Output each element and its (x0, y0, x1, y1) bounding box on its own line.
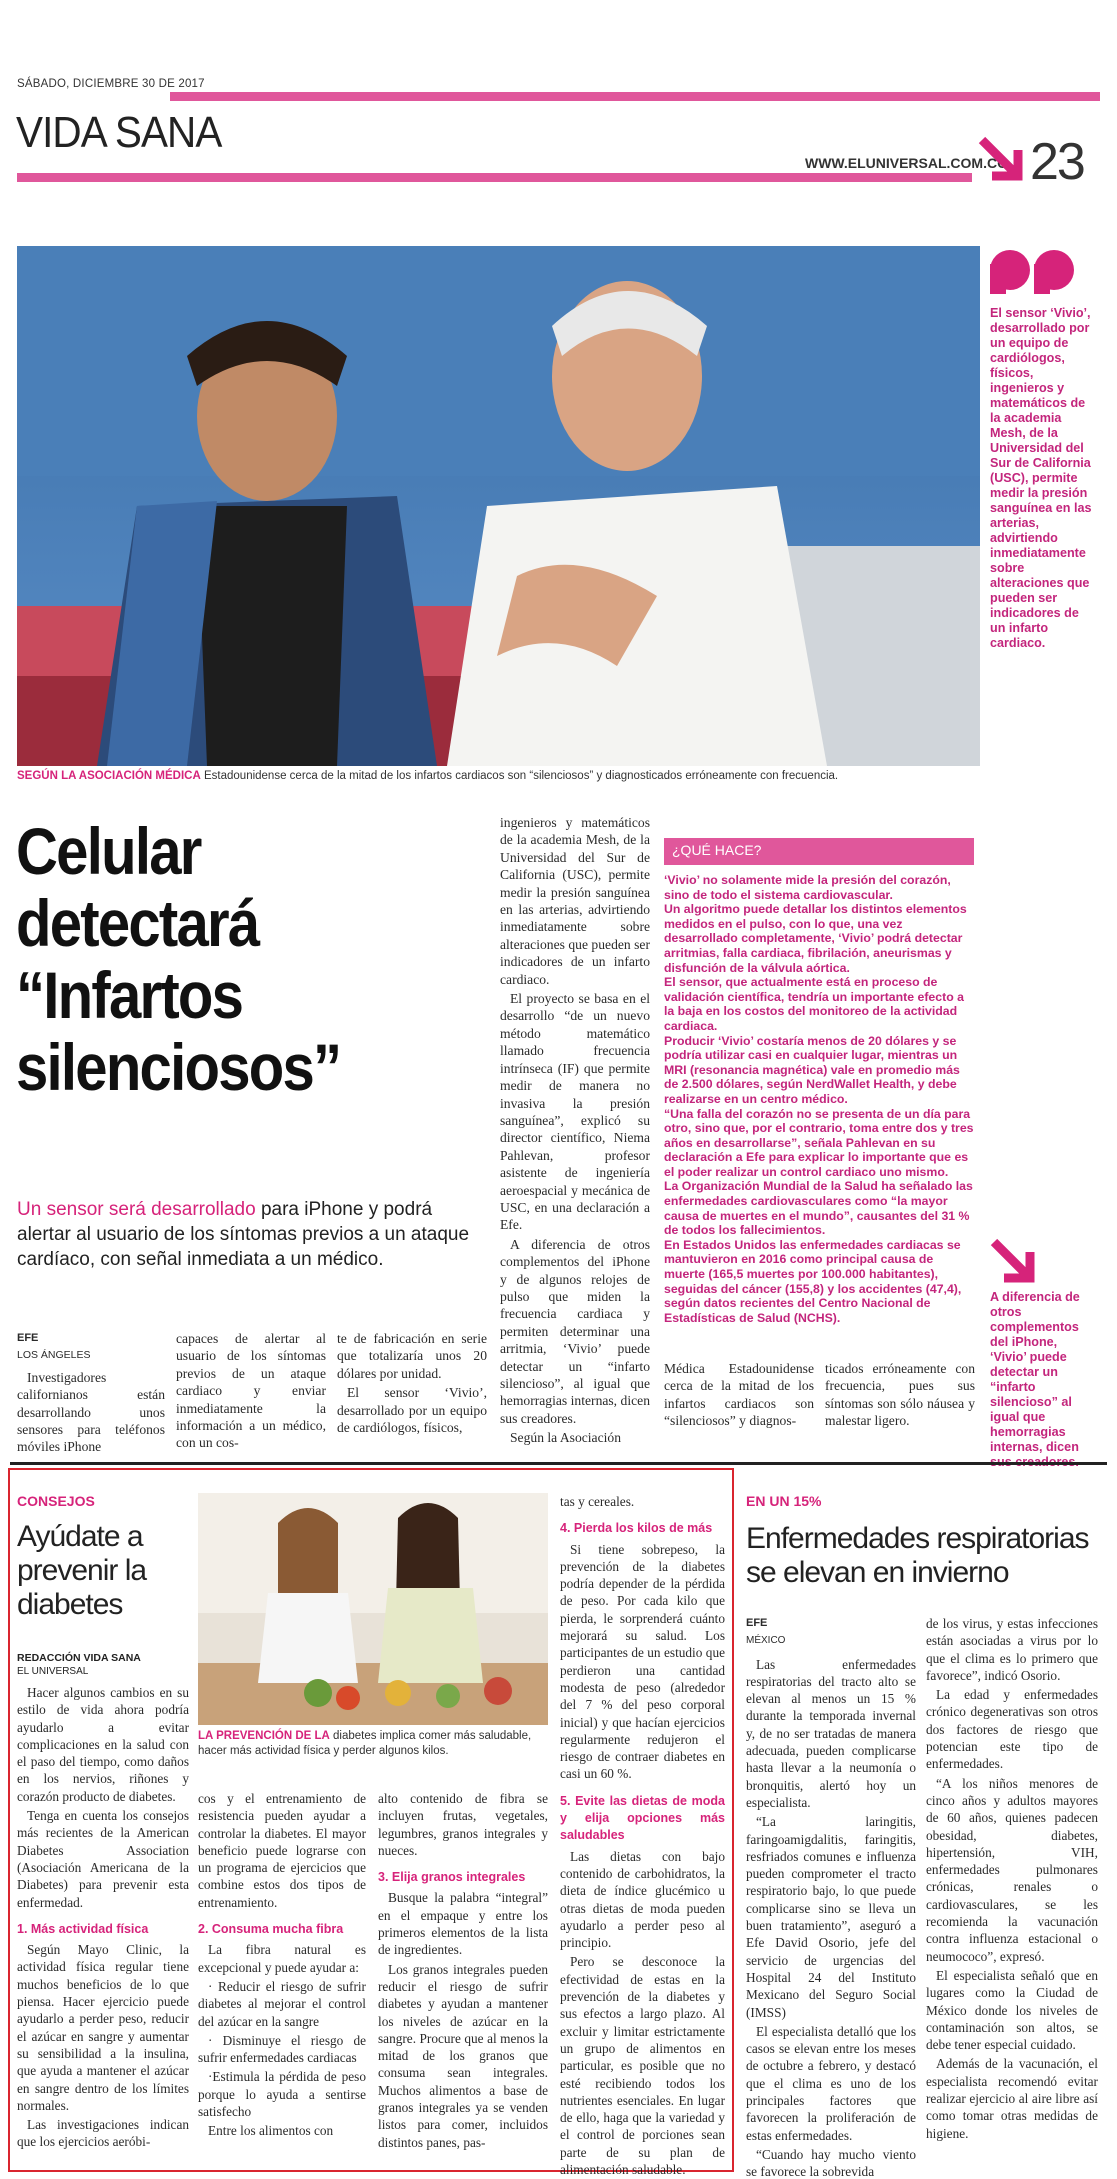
byline: EFE (17, 1332, 39, 1344)
paragraph: Pero se desconoce la efectividad de estas en la prevención de la diabetes y sus efectos a largo plazo. Al excluir y limitar estrictamente un grupo de alimentos en particular, es posible que no esté recibiendo todos los nutrientes esenciales. En lugar de ello, haga que la variedad y el control de porciones sean parte de su plan de alimentación saludable. (560, 1954, 725, 2177)
paragraph: Hacer algunos cambios en su estilo de vida ahora podría ayudarlo a evitar complicaciones en la salud con el paso del tiempo, como daños en los nervios, riñones y corazón producto de diabetes. (17, 1685, 189, 1804)
subhead: 3. Elija granos integrales (378, 1870, 526, 1885)
paragraph: · Disminuye el riesgo de sufrir enfermedades cardiacas (198, 2032, 366, 2066)
paragraph: El sensor ‘Vivio’, desarrollado por un equipo de cardiólogos, físicos, (337, 1385, 487, 1436)
respiratorias-column (926, 1615, 1098, 2144)
consejos-column (378, 1790, 548, 2153)
paragraph: El especialista detalló que los casos se elevan entre los meses de octubre a febrero, y destacó que el clima es uno de los principales factores que favorecen la proliferación de estas enfermedades. (746, 2023, 916, 2143)
article-column (500, 814, 650, 1449)
que-hace-paragraph: ‘Vivio’ no solamente mide la presión del corazón, sino de todo el sistema cardiovascular. (664, 873, 951, 902)
paragraph: Las enfermedades respiratorias del tracto alto se elevan al menos un 15 % durante la temporada invernal y, de no ser tratadas de manera adecuada, pueden complicarse hasta llevar a la neumonía o bronquitis, alertó hoy un especialista. (746, 1656, 916, 1810)
subhead: 2. Consuma mucha fibra (198, 1922, 344, 1937)
arrow-icon (978, 136, 1024, 182)
paragraph: A diferencia de otros complementos del iPhone y de algunos relojes de pulso que miden la frecuencia cardiaca y permiten determinar una arritmia, ‘Vivio’ puede detectar un “infarto silencioso”, al igual que hemorragias internas, dicen sus creadores. (500, 1236, 650, 1426)
website-url: WWW.ELUNIVERSAL.COM.CO (805, 155, 1008, 171)
paragraph: “A los niños menores de cinco años y adultos mayores de 60 años, quienes padecen obesidad, diabetes, hipertensión, VIH, enfermedades pulmonares crónicas, renales o cardiovasculares, se les recomienda la vacunación contra influenza estacional o neumococo”, expresó. (926, 1775, 1098, 1964)
consejos-kicker: CONSEJOS (17, 1493, 95, 1509)
headline-line: Celular (16, 814, 201, 888)
dateline: MÉXICO (746, 1635, 786, 1647)
consejos-title (17, 1520, 197, 1622)
article-column (176, 1330, 326, 1454)
deck-highlight: Un sensor será desarrollado (17, 1199, 256, 1220)
hero-photo-caption (17, 770, 980, 782)
paragraph: · Reducir el riesgo de sufrir diabetes al mejorar el control del azúcar en la sangre (198, 1978, 366, 2029)
respiratorias-kicker: EN UN 15% (746, 1493, 822, 1509)
consejos-photo-caption (198, 1729, 548, 1759)
respiratorias-column (746, 1615, 916, 2179)
paragraph: Médica Estadounidense cerca de la mitad de los infartos cardiacos son “silenciosos” y diagnos- (664, 1361, 814, 1429)
consejos-byline: REDACCIÓN VIDA SANA (17, 1652, 141, 1664)
masthead-top-bar (170, 92, 1100, 101)
que-hace-paragraph: Un algoritmo puede detallar los distintos elementos medidos en el pulso, con lo que, una vez desarrollado completamente, ‘Vivio’ podrá detectar arritmias, falla cardiaca, fibrilación, aneurismas y disfunción de la válvula aórtica. (664, 902, 967, 975)
respiratorias-title-line: Enfermedades respiratorias (746, 1522, 1089, 1555)
paragraph: capaces de alertar al usuario de los síntomas previos de un ataque cardiaco y enviar inmediatamente la información a un médico, con un cos- (176, 1331, 326, 1451)
paragraph: te de fabricación en serie que totalizaría unos 20 dólares por unidad. (337, 1331, 487, 1381)
subhead: 4. Pierda los kilos de más (560, 1521, 713, 1536)
que-hace-box (664, 838, 974, 1325)
consejos-column (560, 1493, 725, 2179)
quote-icon (990, 246, 1080, 302)
page-number: 23 (1030, 133, 1084, 191)
paragraph: Según la Asociación (510, 1430, 621, 1446)
consejos-column (17, 1684, 189, 2153)
paragraph: El especialista señaló que en lugares como la Ciudad de México donde los niveles de contaminación son altos, se debe tener especial cuidado. (926, 1967, 1098, 2053)
caption-text: Estadounidense cerca de la mitad de los infartos cardiacos son “silenciosos” y diagnosticados erróneamente con frecuencia. (200, 770, 839, 782)
que-hace-title: ¿QUÉ HACE? (664, 838, 974, 865)
subhead: 1. Más actividad física (17, 1921, 149, 1936)
deck-text: para iPhone y podrá alertar al usuario de los síntomas previos a un ataque cardíaco, con señal inmediata a un médico. (17, 1199, 470, 1270)
sidebar-arrow-text: A diferencia de otros complementos del iPhone, ‘Vivio’ puede detectar un “infarto silencioso” al igual que hemorragias internas, dicen (990, 1290, 1080, 1454)
consejos-title-line: Ayúdate a (17, 1520, 143, 1553)
paragraph: Según Mayo Clinic, la actividad física regular tiene muchos beneficios de lo que piensa. Hacer ejercicio puede ayudarlo a perder peso, reducir el azúcar en sangre y aumentar su sensibilidad a la insulina, que ayuda a mantener el azúcar en sangre dentro de los límites normales. (17, 1942, 189, 2113)
caption-lead: LA PREVENCIÓN DE LA (198, 1730, 330, 1742)
paragraph: Investigadores californianos están desarrollando unos sensores para teléfonos móviles iPhone (17, 1369, 165, 1455)
headline (16, 815, 438, 1103)
paragraph: Busque la palabra “integral” en el empaque y entre los primeros elementos de la lista de ingredientes. (378, 1890, 548, 1958)
masthead-bottom-bar (17, 173, 972, 182)
que-hace-paragraph: En Estados Unidos las enfermedades cardiacas se mantuvieron en 2016 como principal causa de muerte (165,5 muertes por 100.000 habitantes), seguidas del cáncer (155,8) y los accidentes (47,4), según datos recientes del Centro Nacional de Estadísticas de Salud (NCHS). (664, 1237, 962, 1325)
headline-line: silenciosos” (16, 1030, 341, 1104)
paragraph: Los granos integrales pueden reducir el riesgo de sufrir diabetes y ayudan a mantener los niveles de azúcar en la sangre. Procure que al menos la mitad de los granos que consuma sean integrales. Muchos alimentos a base de granos integrales ya se venden listos para comer, incluidos distintos panes, pas- (378, 1961, 548, 2150)
consejos-title-line: prevenir la (17, 1554, 147, 1587)
paragraph: de los virus, y estas infecciones están asociadas a virus por lo que el clima es lo primero que favorece”, indicó Osorio. (926, 1616, 1098, 1683)
deck (17, 1197, 487, 1272)
article-column (17, 1330, 165, 1458)
sidebar-quote-text: El sensor ‘Vivio’, desarrollado por un equipo de cardiólogos, físicos, ingenieros y matemáticos de la academia Mesh, de la Universidad del Sur de California (USC), permite medir la presión sanguínea en las arterias, advirtiendo inmediatamente sobre alteraciones que pueden ser indicadores de un infarto cardiaco. (990, 306, 1092, 650)
article-column (825, 1360, 975, 1432)
byline: EFE (746, 1617, 768, 1629)
respiratorias-title (746, 1522, 1106, 1590)
section-title: VIDA SANA (16, 108, 222, 157)
paragraph: La edad y enfermedades crónico degenerativas son otros dos factores de riesgo que potencian este tipo de enfermedades. (926, 1687, 1098, 1772)
que-hace-body (664, 865, 974, 1325)
paragraph: Si tiene sobrepeso, la prevención de la diabetes podría depender de la pérdida de peso. Por cada kilo que pierda, le sorprenderá cuánto mejorará su salud. Los participantes de un estudio que perdieron una cantidad modesta de peso (alrededor del 7 % del peso corporal inicial) y que hacían ejercicios regularmente redujeron el riesgo de contraer diabetes en casi un 60 %. (560, 1541, 725, 1782)
que-hace-paragraph: La Organización Mundial de la Salud ha señalado las enfermedades cardiovasculares como “la mayor causa de muertes en el mundo”, causantes del 31 % de todos los fallecimientos. (664, 1179, 973, 1238)
paragraph: ·Estimula la pérdida de peso porque lo ayuda a sentirse satisfecho (198, 2069, 366, 2120)
hero-photo (17, 246, 980, 766)
consejos-column (198, 1790, 366, 2142)
dateline: LOS ÁNGELES (17, 1349, 91, 1362)
que-hace-paragraph: El sensor, que actualmente está en proceso de validación científica, tendría un importante efecto a la baja en los costos del monitoreo de la actividad cardiaca. (664, 975, 964, 1033)
paragraph: El proyecto se basa en el desarrollo “de un nuevo método matemático llamado frecuencia intrínseca (IF) que permite medir de manera no invasiva la presión sanguínea”, explicó su director científico, Niema Pahlevan, profesor asistente de ingeniería aeroespacial y mecánica de USC, en una declaración a Efe. (500, 991, 650, 1233)
paragraph: cos y el entrenamiento de resistencia pueden ayudar a controlar la diabetes. El mayor beneficio puede lograrse con un programa de ejercicios que combine estos dos tipos de entrenamiento. (198, 1791, 366, 1910)
caption-lead: SEGÚN LA ASOCIACIÓN MÉDICA (17, 770, 201, 782)
article-column (337, 1330, 487, 1438)
paragraph: Además de la vacunación, el especialista recomendó evitar realizar ejercicio al aire libre así como tomar otras medidas de higiene. (926, 2056, 1098, 2141)
paragraph: La fibra natural es excepcional y puede ayudar a: (198, 1942, 366, 1975)
consejos-photo (198, 1493, 548, 1725)
article-column (664, 1360, 814, 1432)
caption-text: diabetes implica comer más saludable, hacer más actividad física y perder algunos kilos. (198, 1730, 532, 1757)
paragraph: Las dietas con bajo contenido de carbohidratos, la dieta de índice glucémico u otras dietas de moda pueden ayudarlo a perder peso al principio. (560, 1848, 725, 1951)
paragraph: ticados erróneamente con frecuencia, pues sus síntomas son sólo náusea y malestar ligero. (825, 1361, 975, 1429)
consejos-source: EL UNIVERSAL (17, 1666, 89, 1677)
headline-line: “Infartos (16, 958, 243, 1032)
paragraph: “Cuando hay mucho viento se favorece la sobrevida (746, 2146, 916, 2179)
subhead: 5. Evite las dietas de moda y elija opciones más saludables (560, 1793, 725, 1843)
respiratorias-title-line: se elevan en invierno (746, 1556, 1009, 1589)
paragraph: Las investigaciones indican que los ejercicios aeróbi- (17, 2117, 189, 2150)
masthead-date: SÁBADO, DICIEMBRE 30 DE 2017 (17, 78, 205, 90)
paragraph: alto contenido de fibra se incluyen frutas, vegetales, legumbres, granos integrales y nueces. (378, 1791, 548, 1858)
section-divider (10, 1462, 1107, 1465)
headline-line: detectará (16, 886, 259, 960)
paragraph: Tenga en cuenta los consejos más recientes de la American Diabetes Association (Asociación Americana de la Diabetes) para prevenir esta enfermedad. (17, 1808, 189, 1910)
consejos-title-line: diabetes (17, 1588, 123, 1621)
que-hace-paragraph: Producir ‘Vivio’ costaría menos de 20 dólares y se podría utilizar casi en cualquier lugar, mientras un MRI (resonancia magnética) vale en promedio más de 2.500 dólares, según NerdWallet Health, y debe realizarse en un centro médico. (664, 1033, 960, 1106)
paragraph: Entre los alimentos con (208, 2123, 334, 2139)
paragraph: “La laringitis, faringoamigdalitis, faringitis, resfriados comunes e influenza pueden comprometer el tracto respiratorio bajo, lo que puede complicarse sino se lleva un buen tratamiento”, aseguró a Efe David Osorio, jefe del servicio de urgencias del Hospital 24 del Instituto Mexicano del Seguro Social (IMSS) (746, 1814, 916, 2020)
paragraph: tas y cereales. (560, 1494, 635, 1509)
paragraph: ingenieros y matemáticos de la academia Mesh, de la Universidad del Sur de California (USC), permite medir la presión sanguínea en las arterias, advirtiendo inmediatamente sobre alteraciones que pueden ser indicadores de un infarto cardiaco. (500, 815, 650, 987)
arrow-down-right-icon (990, 1238, 1036, 1284)
que-hace-paragraph: “Una falla del corazón no se presenta de un día para otro, sino que, por el contrario, toma entre dos y tres años en desarrollarse”, señala Pahlevan en su declaración a Efe para explicar lo importante que es el poder realizar un control cardiaco uno mismo. (664, 1106, 974, 1179)
